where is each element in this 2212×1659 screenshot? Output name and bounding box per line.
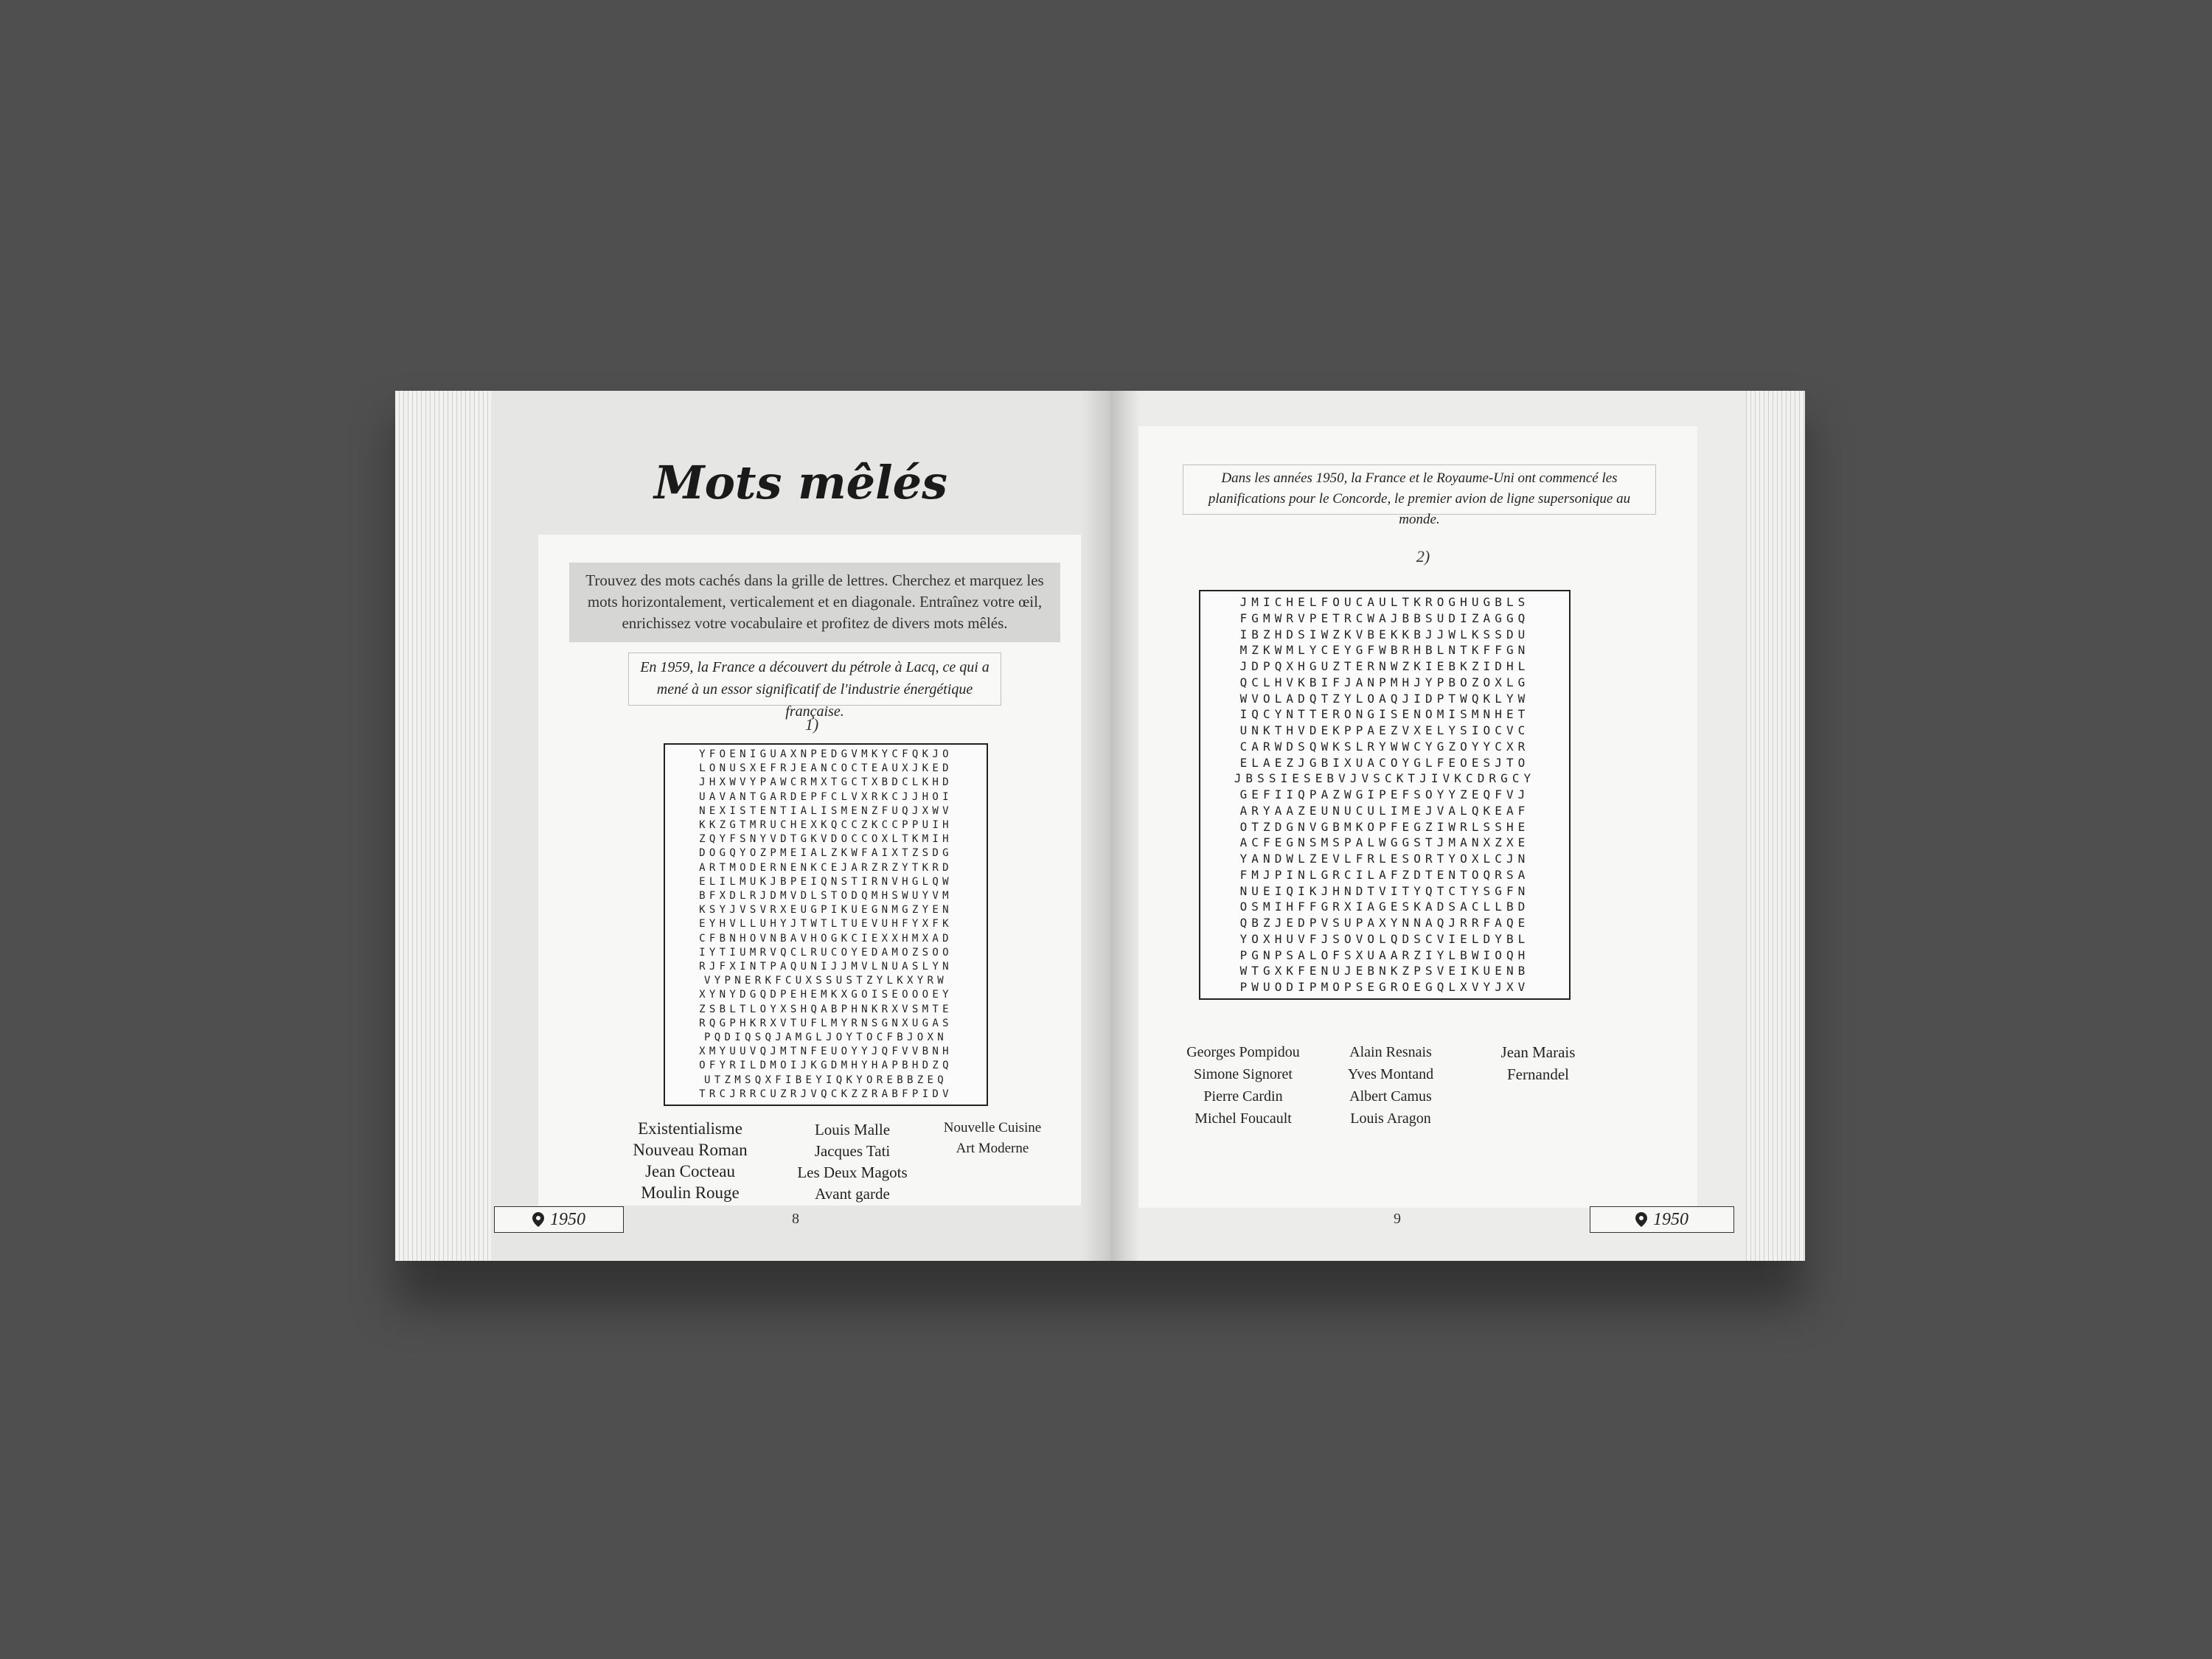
historical-fact-box: Dans les années 1950, la France et le Royaume-Uni ont commencé les planifications pour le Concorde, le premier avion de ligne supersonique au monde. [1183,465,1656,515]
grid-row: IYTIUMRVQCLRUCOYEDAMOZSOO [699,946,953,959]
location-pin-icon [1635,1212,1647,1227]
grid-row: PGNPSALOFSXUAARZIYLBWIOQH [1239,947,1530,962]
grid-row: NEXISTENTIALISMENZFUQJXWV [699,804,953,817]
historical-fact-box: En 1959, la France a découvert du pétrole à Lacq, ce qui a mené à un essor significatif de l'industrie énergétique française. [628,653,1001,706]
year-label: 1950 [1653,1209,1688,1229]
page-title: Mots mêlés [653,456,948,509]
grid-row: PWUODIPMOPSEGROEGQLXVYJXV [1239,980,1530,995]
word-item: Nouvelle Cuisine [943,1120,1042,1135]
word-item: Louis Malle [814,1121,891,1138]
word-list-column-2 [1324,1041,1457,1130]
puzzle-number: 2) [1416,547,1430,566]
word-item: Les Deux Magots [797,1164,908,1181]
word-item: Art Moderne [956,1141,1029,1156]
grid-row: JBSSIESEBVJVSCKTJIVKCDRGCY [1234,771,1536,786]
grid-row: NUEIQIKJHNDTVITYQTCTYSGFN [1239,883,1530,898]
open-book [395,391,1805,1261]
year-tag [1590,1206,1734,1233]
page-edges-right [1746,391,1805,1261]
grid-row: BFXDLRJDMVDLSTODQMHSWUYVM [699,890,953,902]
grid-row: KKZGTMRUCHEXKQCCZKCCPPUIH [699,819,953,831]
grid-row: JMICHELFOUCAULTKROGHUGBLS [1239,595,1530,609]
word-item: Albert Camus [1349,1088,1432,1105]
year-tag [494,1206,624,1233]
grid-row: RQGPHKRXVTUFLMYRNSGNXUGAS [699,1017,953,1029]
grid-row: WTGXKFENUJEBNKZPSVEIKUENB [1239,964,1530,978]
page-number: 9 [1394,1211,1401,1227]
grid-row: KSYJVSVRXEUGPIKUEGNMGZYEN [699,904,953,917]
grid-row: ARYAAZEUNUCULIMEJVALQKEAF [1239,803,1530,818]
grid-row: QBZJEDPVSUPAXYNNAQJRRFAQE [1239,916,1530,931]
grid-row: TRCJRRCUZRJVQCKZZRABFPIDV [699,1088,953,1100]
right-sheet [1110,391,1746,1261]
grid-row: LONUSXEFRJEANCOCTEAUXJKED [699,762,953,775]
grid-row: ACFEGNSMSPALWGGSTJMANXZXE [1239,835,1530,850]
word-item: Louis Aragon [1350,1110,1431,1127]
word-item: Yves Montand [1347,1066,1434,1082]
grid-row: ARTMODERNENKCEJARZRZYTKRD [699,861,953,874]
grid-row: OFYRILDMOIJKGDMHYHAPBHDZQ [699,1060,953,1072]
gutter-shadow [1110,391,1140,1261]
grid-row: ZQYFSNYVDTGKVDOCCOXLTKMIH [699,833,953,846]
word-item: Pierre Cardin [1203,1088,1283,1105]
word-item: Nouveau Roman [633,1141,748,1159]
grid-row: WVOLADQTZYLOAQJIDPTWQKLYW [1239,691,1530,706]
right-page [1110,391,1805,1261]
word-item: Michel Foucault [1194,1110,1292,1127]
grid-row: ELAEZJGBIXUACOYGLFEOESJTO [1239,755,1530,770]
puzzle-number: 1) [804,715,819,734]
grid-row: CFBNHOVNBAVHOGKCIEXXHMXAD [699,932,953,945]
gutter-shadow [1081,391,1110,1261]
year-label: 1950 [550,1209,585,1229]
word-item: Moulin Rouge [641,1183,740,1202]
word-list-column-3 [1479,1041,1597,1085]
left-sheet [491,391,1110,1261]
grid-row: UTZMSQXFIBEYIQKYOREBBZEQ [704,1074,947,1086]
word-list-column-1 [1169,1041,1317,1130]
word-item: Jean Cocteau [645,1162,735,1180]
word-item: Fernandel [1507,1065,1569,1083]
grid-row: ZSBLTLOYXSHQABPHNKRXVSMTE [699,1003,953,1015]
grid-row: CARWDSQWKSLRYWWCYGZOYYCXR [1239,739,1530,754]
grid-row: IQCYNTTERONGISENOMISMNHET [1239,707,1530,722]
grid-row: JHXWVYPAWCRMXTGCTXBDCLKHD [699,776,953,789]
grid-row: OTZDGNVGBMKOPFEGZIWRLSSHE [1239,819,1530,834]
location-pin-icon [532,1212,544,1227]
page-number: 8 [792,1211,799,1227]
word-search-grid[interactable] [664,743,988,1106]
word-item: Simone Signoret [1194,1066,1293,1082]
grid-row: VYPNERKFCUXSSUSTZYLKXYRW [704,975,947,987]
grid-row: EYHVLLUHYJTWTLTUEVUHFYXFK [699,918,953,931]
grid-row: MZKWMLYCEYGFWBRHBLNTKFFGN [1239,643,1530,658]
grid-row: ELILMUKJBPEIQNSTIRNVHGLQW [699,875,953,888]
word-item: Georges Pompidou [1186,1044,1300,1060]
grid-row: XYNYDGQDPEHEMKXGOISEOOOEY [699,989,953,1001]
grid-row: OSMIHFFGRXIAGESKADSACLLBD [1239,900,1530,914]
grid-row: XMYUUVQJMTNFEUOYYJQFVVBNH [699,1046,953,1058]
word-item: Existentialisme [638,1119,742,1138]
word-item: Jacques Tati [814,1142,891,1160]
grid-row: UAVANTGARDEPFCLVXRKCJJHOI [699,790,953,803]
word-search-grid[interactable] [1199,590,1571,1000]
word-list-column-3 [926,1118,1059,1159]
grid-row: YANDWLZEVLFRLESORTYOXLCJN [1239,852,1530,866]
page-edges-left [395,391,491,1261]
grid-row: YFOENIGUAXNPEDGVMKYCFQKJO [699,748,953,760]
grid-row: JDPQXHGUZTERNWZKIEBKZIDHL [1239,659,1530,674]
word-list-column-1 [609,1118,771,1203]
instructions-box: Trouvez des mots cachés dans la grille de lettres. Cherchez et marquez les mots horizontalement, verticalement et en diagonale. Entraînez votre œil, enrichissez votre vocabulaire et profitez de divers mots mêlés. [569,563,1060,642]
grid-row: QCLHVKBIFJANPMHJYPBOZOXLG [1239,675,1530,689]
grid-row: DOGQYOZPMEIALZKWFAIXTZSDG [699,847,953,860]
word-item: Avant garde [815,1185,890,1203]
word-list-column-2 [779,1119,926,1205]
grid-row: PQDIQSQJAMGLJOYTOCFBJOXN [704,1032,947,1043]
grid-row: GEFIIQPAZWGIPEFSOYYZEQFVJ [1239,787,1530,802]
grid-row: FGMWRVPETRCWAJBBSUDIZAGGQ [1239,611,1530,625]
grid-row: FMJPINLGRCILAFZDTENTOQRSA [1239,867,1530,882]
word-item: Alain Resnais [1349,1044,1432,1060]
grid-row: RJFXINTPAQUNIJJMVLNUASLYN [699,961,953,973]
left-page [395,391,1110,1261]
grid-row: UNKTHVDEKPPAEZVXELYSIOCVC [1239,723,1530,738]
word-item: Jean Marais [1500,1043,1576,1061]
grid-row: YOXHUVFJSOVOLQDSCVIELDYBL [1239,931,1530,946]
grid-row: IBZHDSIWZKVBEKKBJJWLKSSDU [1239,627,1530,641]
